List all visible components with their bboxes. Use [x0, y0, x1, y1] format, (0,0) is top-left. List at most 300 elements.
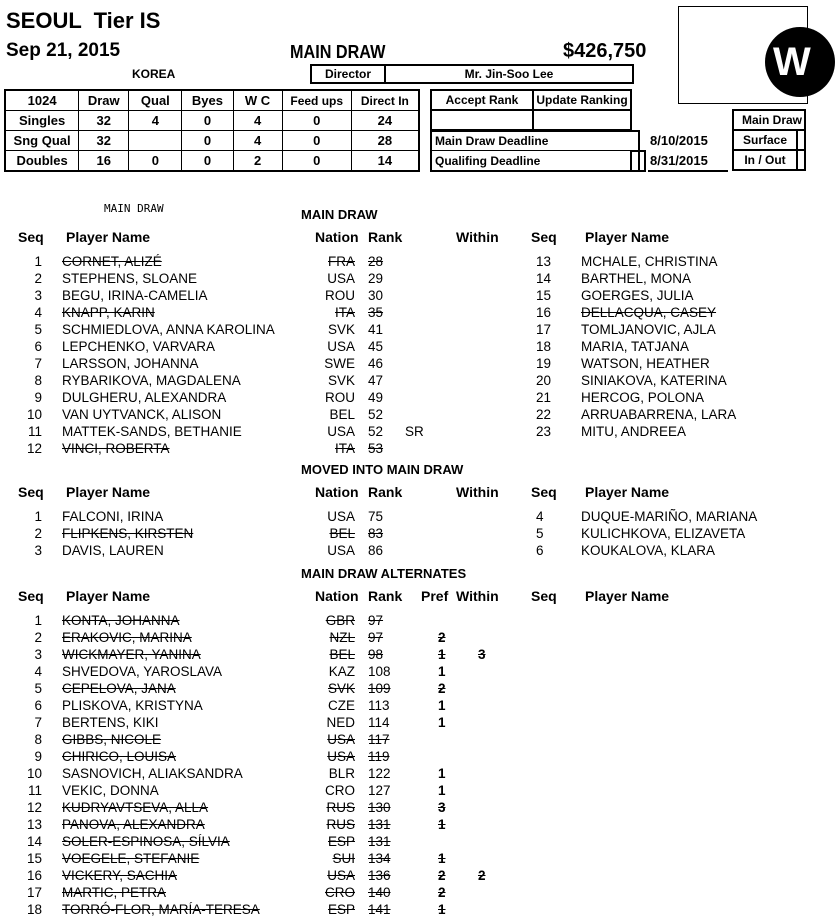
player-nation: USA	[327, 543, 355, 558]
player-nation: RUS	[326, 800, 355, 815]
player-rank: 86	[368, 543, 384, 558]
player-name: KOUKALOVA, KLARA	[581, 543, 716, 558]
stats-cell: 32	[79, 131, 129, 151]
col-within-header: Within	[456, 588, 499, 604]
q-deadline-date: 8/31/2015	[650, 153, 708, 168]
stats-cell: 4	[233, 131, 282, 151]
player-nation: USA	[327, 509, 355, 524]
player-within: 3	[478, 647, 486, 662]
player-name: MITU, ANDREEA	[581, 424, 687, 439]
col-player-header: Player Name	[66, 229, 151, 245]
player-row	[0, 766, 520, 783]
row-seq: 6	[536, 543, 544, 558]
player-nation: CRO	[325, 783, 355, 798]
accept-rank-value-box	[430, 109, 534, 131]
player-row	[0, 664, 520, 681]
director-label: Director	[324, 67, 371, 81]
player-name: RYBARIKOVA, MAGDALENA	[62, 373, 241, 388]
player-nation: ESP	[327, 902, 355, 917]
player-nation: BEL	[329, 407, 355, 422]
player-row	[0, 783, 520, 800]
player-name: SINIAKOVA, KATERINA	[581, 373, 727, 388]
col-seq-header: Seq	[531, 588, 557, 604]
player-nation: ITA	[335, 305, 355, 320]
player-nation: USA	[327, 749, 355, 764]
event-title: SEOUL Tier IS	[6, 8, 161, 33]
player-row	[0, 305, 520, 322]
player-row	[0, 322, 520, 339]
mono-label: MAIN DRAW	[104, 202, 164, 215]
row-seq: 4	[536, 509, 544, 524]
surface-value-box	[796, 129, 806, 151]
row-seq: 13	[536, 254, 552, 269]
player-name: VEKIC, DONNA	[62, 783, 159, 798]
player-note: SR	[405, 424, 424, 439]
player-row	[0, 407, 520, 424]
player-rank: 83	[368, 526, 384, 541]
player-nation: SUI	[332, 851, 355, 866]
player-name: GIBBS, NICOLE	[62, 732, 162, 747]
player-name: PANOVA, ALEXANDRA	[62, 817, 205, 832]
player-row	[0, 885, 520, 902]
player-name: CORNET, ALIZÉ	[62, 254, 162, 269]
player-nation: NZL	[329, 630, 355, 645]
row-seq: 12	[26, 800, 42, 815]
md-deadline-label: Main Draw Deadline	[435, 134, 549, 148]
row-seq: 2	[34, 271, 42, 286]
director-name: Mr. Jin-Soo Lee	[464, 67, 554, 81]
player-name: GOERGES, JULIA	[581, 288, 694, 303]
stats-cell: 0	[282, 151, 351, 172]
player-nation: GBR	[325, 613, 355, 628]
player-name: ERAKOVIC, MARINA	[62, 630, 192, 645]
main-draw-label: Main Draw	[742, 113, 803, 127]
row-seq: 5	[34, 322, 42, 337]
row-seq: 3	[34, 288, 42, 303]
player-row	[0, 715, 520, 732]
in-out-value-box	[796, 149, 806, 171]
player-row	[520, 526, 800, 543]
accept-rank-label: Accept Rank	[445, 93, 519, 107]
row-seq: 17	[26, 885, 42, 900]
player-name: SASNOVICH, ALIAKSANDRA	[62, 766, 243, 781]
update-ranking-label: Update Ranking	[536, 93, 628, 107]
player-name: VICKERY, SACHIA	[62, 868, 178, 883]
row-seq: 13	[26, 817, 42, 832]
update-ranking-box	[532, 89, 632, 111]
player-name: DAVIS, LAUREN	[62, 543, 164, 558]
director-label-box	[310, 64, 386, 84]
row-seq: 3	[34, 543, 42, 558]
player-name: STEPHENS, SLOANE	[62, 271, 198, 286]
player-nation: RUS	[326, 817, 355, 832]
player-name: SHVEDOVA, YAROSLAVA	[62, 664, 223, 679]
player-pref: 1	[438, 698, 446, 713]
player-rank: 131	[368, 834, 391, 849]
stats-cell: 0	[182, 131, 233, 151]
player-nation: SVK	[327, 322, 355, 337]
row-seq: 11	[27, 424, 42, 439]
player-nation: USA	[327, 339, 355, 354]
stats-row-singles	[5, 111, 419, 131]
player-rank: 117	[368, 732, 390, 747]
main-draw-section-title: MAIN DRAW	[301, 207, 378, 222]
row-seq: 5	[34, 681, 42, 696]
player-nation: USA	[327, 868, 355, 883]
player-row	[0, 647, 520, 664]
draw-stats-table	[4, 89, 420, 172]
player-nation: SVK	[327, 681, 355, 696]
stats-cell: 4	[233, 111, 282, 131]
stats-col-header: Feed ups	[282, 90, 351, 111]
player-name: CHIRICO, LOUISA	[62, 749, 177, 764]
player-nation: ITA	[335, 441, 355, 456]
player-rank: 98	[368, 647, 384, 662]
player-row	[0, 681, 520, 698]
stats-cell: 0	[282, 131, 351, 151]
player-row	[0, 698, 520, 715]
player-name: KONTA, JOHANNA	[62, 613, 180, 628]
player-rank: 46	[368, 356, 384, 371]
col-player-header: Player Name	[66, 588, 151, 604]
player-name: VINCI, ROBERTA	[62, 441, 170, 456]
main-draw-label-box	[732, 109, 806, 131]
row-seq: 9	[34, 390, 42, 405]
player-rank: 136	[368, 868, 391, 883]
player-name: SCHMIEDLOVA, ANNA KAROLINA	[62, 322, 275, 337]
col-within-header: Within	[456, 229, 499, 245]
player-row	[520, 271, 800, 288]
col-player-header: Player Name	[585, 229, 670, 245]
player-rank: 29	[368, 271, 384, 286]
col-rank-header: Rank	[368, 229, 403, 245]
player-nation: USA	[327, 271, 355, 286]
player-nation: BEL	[329, 526, 355, 541]
stats-cell: 24	[351, 111, 419, 131]
player-row	[0, 373, 520, 390]
prize-money: $426,750	[563, 40, 647, 62]
stats-col-header: Byes	[182, 90, 233, 111]
player-pref: 1	[438, 817, 446, 832]
stats-row-doubles	[5, 151, 419, 172]
player-within: 2	[478, 868, 486, 883]
player-pref: 2	[438, 868, 446, 883]
col-nation-header: Nation	[315, 484, 359, 500]
stats-col-header: W C	[233, 90, 282, 111]
player-nation: KAZ	[328, 664, 355, 679]
player-row	[0, 613, 520, 630]
row-seq: 4	[34, 305, 42, 320]
player-row	[0, 902, 520, 919]
col-seq-header: Seq	[18, 484, 44, 500]
player-name: MATTEK-SANDS, BETHANIE	[62, 424, 242, 439]
row-seq: 22	[536, 407, 552, 422]
stats-cell: 4	[129, 111, 182, 131]
row-seq: 6	[34, 339, 42, 354]
in-out-label-box	[732, 149, 798, 171]
stats-cell: Doubles	[5, 151, 79, 172]
md-deadline-date: 8/10/2015	[650, 133, 708, 148]
player-row	[520, 322, 800, 339]
row-seq: 4	[34, 664, 42, 679]
stats-row-sng-qual	[5, 131, 419, 151]
col-seq-header: Seq	[18, 588, 44, 604]
col-nation-header: Nation	[315, 229, 359, 245]
row-seq: 21	[536, 390, 552, 405]
player-nation: SWE	[324, 356, 355, 371]
player-nation: USA	[327, 732, 355, 747]
player-name: DULGHERU, ALEXANDRA	[62, 390, 227, 405]
player-name: TORRÓ-FLOR, MARÍA-TERESA	[62, 902, 260, 917]
player-name: KULICHKOVA, ELIZAVETA	[581, 526, 746, 541]
row-seq: 11	[27, 783, 42, 798]
row-seq: 1	[34, 254, 42, 269]
stats-cell: 0	[282, 111, 351, 131]
row-seq: 2	[34, 526, 42, 541]
player-name: FALCONI, IRINA	[62, 509, 164, 524]
player-rank: 131	[368, 817, 391, 832]
player-name: VOEGELE, STEFANIE	[62, 851, 200, 866]
player-row	[0, 288, 520, 305]
player-rank: 122	[368, 766, 391, 781]
player-name: HERCOG, POLONA	[581, 390, 705, 405]
player-rank: 41	[368, 322, 384, 337]
player-name: VAN UYTVANCK, ALISON	[62, 407, 222, 422]
row-seq: 2	[34, 630, 42, 645]
player-rank: 97	[368, 630, 384, 645]
player-pref: 2	[438, 630, 446, 645]
stats-col-header: 1024	[5, 90, 79, 111]
player-rank: 134	[368, 851, 391, 866]
player-name: FLIPKENS, KIRSTEN	[62, 526, 194, 541]
row-seq: 1	[34, 509, 42, 524]
row-seq: 23	[536, 424, 552, 439]
player-nation: BEL	[329, 647, 355, 662]
player-pref: 1	[438, 902, 446, 917]
col-player-header: Player Name	[66, 484, 151, 500]
row-seq: 12	[26, 441, 42, 456]
player-rank: 45	[368, 339, 384, 354]
player-row	[520, 373, 800, 390]
player-name: WICKMAYER, YANINA	[62, 647, 201, 662]
in-out-label: In / Out	[744, 153, 786, 167]
player-name: MARTIC, PETRA	[62, 885, 167, 900]
country-label: KOREA	[132, 67, 176, 81]
player-row	[0, 732, 520, 749]
q-deadline-underline	[648, 170, 728, 172]
stats-cell: 14	[351, 151, 419, 172]
player-name: MARIA, TATJANA	[581, 339, 690, 354]
player-row	[520, 254, 800, 271]
row-seq: 8	[34, 373, 42, 388]
player-name: KUDRYAVTSEVA, ALLA	[62, 800, 209, 815]
player-pref: 1	[438, 766, 446, 781]
row-seq: 16	[536, 305, 552, 320]
player-rank: 114	[368, 715, 390, 730]
player-pref: 1	[438, 851, 446, 866]
player-pref: 1	[438, 715, 446, 730]
player-row	[520, 543, 800, 560]
player-nation: CRO	[325, 885, 355, 900]
player-row	[0, 817, 520, 834]
player-row	[0, 851, 520, 868]
player-rank: 113	[368, 698, 390, 713]
player-pref: 3	[438, 800, 446, 815]
player-name: SOLER-ESPINOSA, SÍLVIA	[62, 834, 230, 849]
player-nation: ESP	[327, 834, 355, 849]
player-rank: 30	[368, 288, 384, 303]
player-nation: NED	[326, 715, 355, 730]
player-nation: USA	[327, 424, 355, 439]
stats-col-header: Draw	[79, 90, 129, 111]
stats-cell: Singles	[5, 111, 79, 131]
stats-col-header: Direct In	[351, 90, 419, 111]
row-seq: 18	[26, 902, 42, 917]
stats-cell: 0	[182, 111, 233, 131]
stats-col-header: Qual	[129, 90, 182, 111]
player-row	[0, 834, 520, 851]
player-pref: 1	[438, 783, 446, 798]
player-rank: 47	[368, 373, 384, 388]
player-row	[0, 356, 520, 373]
player-name: ARRUABARRENA, LARA	[581, 407, 737, 422]
stats-cell: 2	[233, 151, 282, 172]
player-rank: 97	[368, 613, 384, 628]
col-seq-header: Seq	[531, 484, 557, 500]
wta-logo	[765, 27, 835, 97]
player-row	[0, 271, 520, 288]
row-seq: 18	[536, 339, 552, 354]
player-name: KNAPP, KARIN	[62, 305, 155, 320]
alternates-section-title: MAIN DRAW ALTERNATES	[301, 566, 467, 581]
player-name: DUQUE-MARIÑO, MARIANA	[581, 509, 758, 524]
player-row	[0, 509, 520, 526]
row-seq: 19	[536, 356, 552, 371]
q-deadline-marker	[630, 150, 646, 172]
row-seq: 14	[536, 271, 552, 286]
player-nation: ROU	[325, 390, 355, 405]
player-row	[0, 749, 520, 766]
row-seq: 9	[34, 749, 42, 764]
logo-box	[678, 6, 811, 104]
player-rank: 52	[368, 424, 384, 439]
player-row	[520, 424, 800, 441]
player-nation: BLR	[328, 766, 355, 781]
stats-cell: 0	[182, 151, 233, 172]
moved-into-section-title: MOVED INTO MAIN DRAW	[301, 462, 464, 477]
row-seq: 1	[34, 613, 42, 628]
player-row	[520, 356, 800, 373]
player-row	[0, 339, 520, 356]
stats-cell: 16	[79, 151, 129, 172]
col-within-header: Within	[456, 484, 499, 500]
player-nation: FRA	[328, 254, 355, 269]
event-date: Sep 21, 2015	[6, 40, 121, 61]
row-seq: 15	[26, 851, 42, 866]
row-seq: 3	[34, 647, 42, 662]
player-row	[0, 526, 520, 543]
row-seq: 16	[26, 868, 42, 883]
player-row	[0, 543, 520, 560]
player-row	[0, 254, 520, 271]
row-seq: 7	[34, 715, 42, 730]
player-row	[0, 800, 520, 817]
accept-rank-box	[430, 89, 534, 111]
section-title: MAIN DRAW	[290, 42, 386, 62]
player-rank: 130	[368, 800, 391, 815]
player-rank: 28	[368, 254, 384, 269]
player-name: PLISKOVA, KRISTYNA	[62, 698, 203, 713]
player-name: WATSON, HEATHER	[581, 356, 710, 371]
player-rank: 109	[368, 681, 391, 696]
player-rank: 141	[368, 902, 391, 917]
stats-cell: 0	[129, 151, 182, 172]
player-row	[0, 424, 520, 441]
player-row	[520, 407, 800, 424]
player-name: LARSSON, JOHANNA	[62, 356, 199, 371]
player-rank: 127	[368, 783, 391, 798]
player-nation: SVK	[327, 373, 355, 388]
player-name: BEGU, IRINA-CAMELIA	[62, 288, 208, 303]
q-deadline-label: Qualifing Deadline	[435, 154, 541, 168]
player-row	[520, 390, 800, 407]
player-name: MCHALE, CHRISTINA	[581, 254, 718, 269]
row-seq: 10	[26, 407, 42, 422]
player-rank: 49	[368, 390, 384, 405]
player-row	[0, 390, 520, 407]
col-player-header: Player Name	[585, 588, 670, 604]
row-seq: 6	[34, 698, 42, 713]
row-seq: 10	[26, 766, 42, 781]
stats-cell: 28	[351, 131, 419, 151]
surface-label-box	[732, 129, 798, 151]
player-rank: 119	[368, 749, 390, 764]
stats-cell	[129, 131, 182, 151]
player-rank: 108	[368, 664, 391, 679]
row-seq: 15	[536, 288, 552, 303]
player-pref: 2	[438, 681, 446, 696]
player-row	[520, 339, 800, 356]
row-seq: 17	[536, 322, 552, 337]
stats-cell: 32	[79, 111, 129, 131]
col-rank-header: Rank	[368, 484, 403, 500]
row-seq: 14	[26, 834, 42, 849]
player-name: DELLACQUA, CASEY	[581, 305, 717, 320]
row-seq: 8	[34, 732, 42, 747]
player-name: TOMLJANOVIC, AJLA	[581, 322, 716, 337]
player-row	[520, 288, 800, 305]
col-pref-header: Pref	[421, 588, 449, 604]
col-seq-header: Seq	[18, 229, 44, 245]
player-nation: CZE	[328, 698, 355, 713]
player-name: LEPCHENKO, VARVARA	[62, 339, 216, 354]
col-rank-header: Rank	[368, 588, 403, 604]
director-name-box	[384, 64, 634, 84]
player-rank: 75	[368, 509, 384, 524]
row-seq: 20	[536, 373, 552, 388]
player-row	[0, 441, 520, 458]
row-seq: 5	[536, 526, 544, 541]
player-pref: 1	[438, 647, 446, 662]
stats-header-row	[5, 90, 419, 111]
stats-cell: Sng Qual	[5, 131, 79, 151]
player-row	[0, 630, 520, 647]
player-rank: 140	[368, 885, 391, 900]
player-rank: 35	[368, 305, 384, 320]
logo-letter: W	[773, 40, 811, 84]
player-pref: 1	[438, 664, 446, 679]
col-nation-header: Nation	[315, 588, 359, 604]
